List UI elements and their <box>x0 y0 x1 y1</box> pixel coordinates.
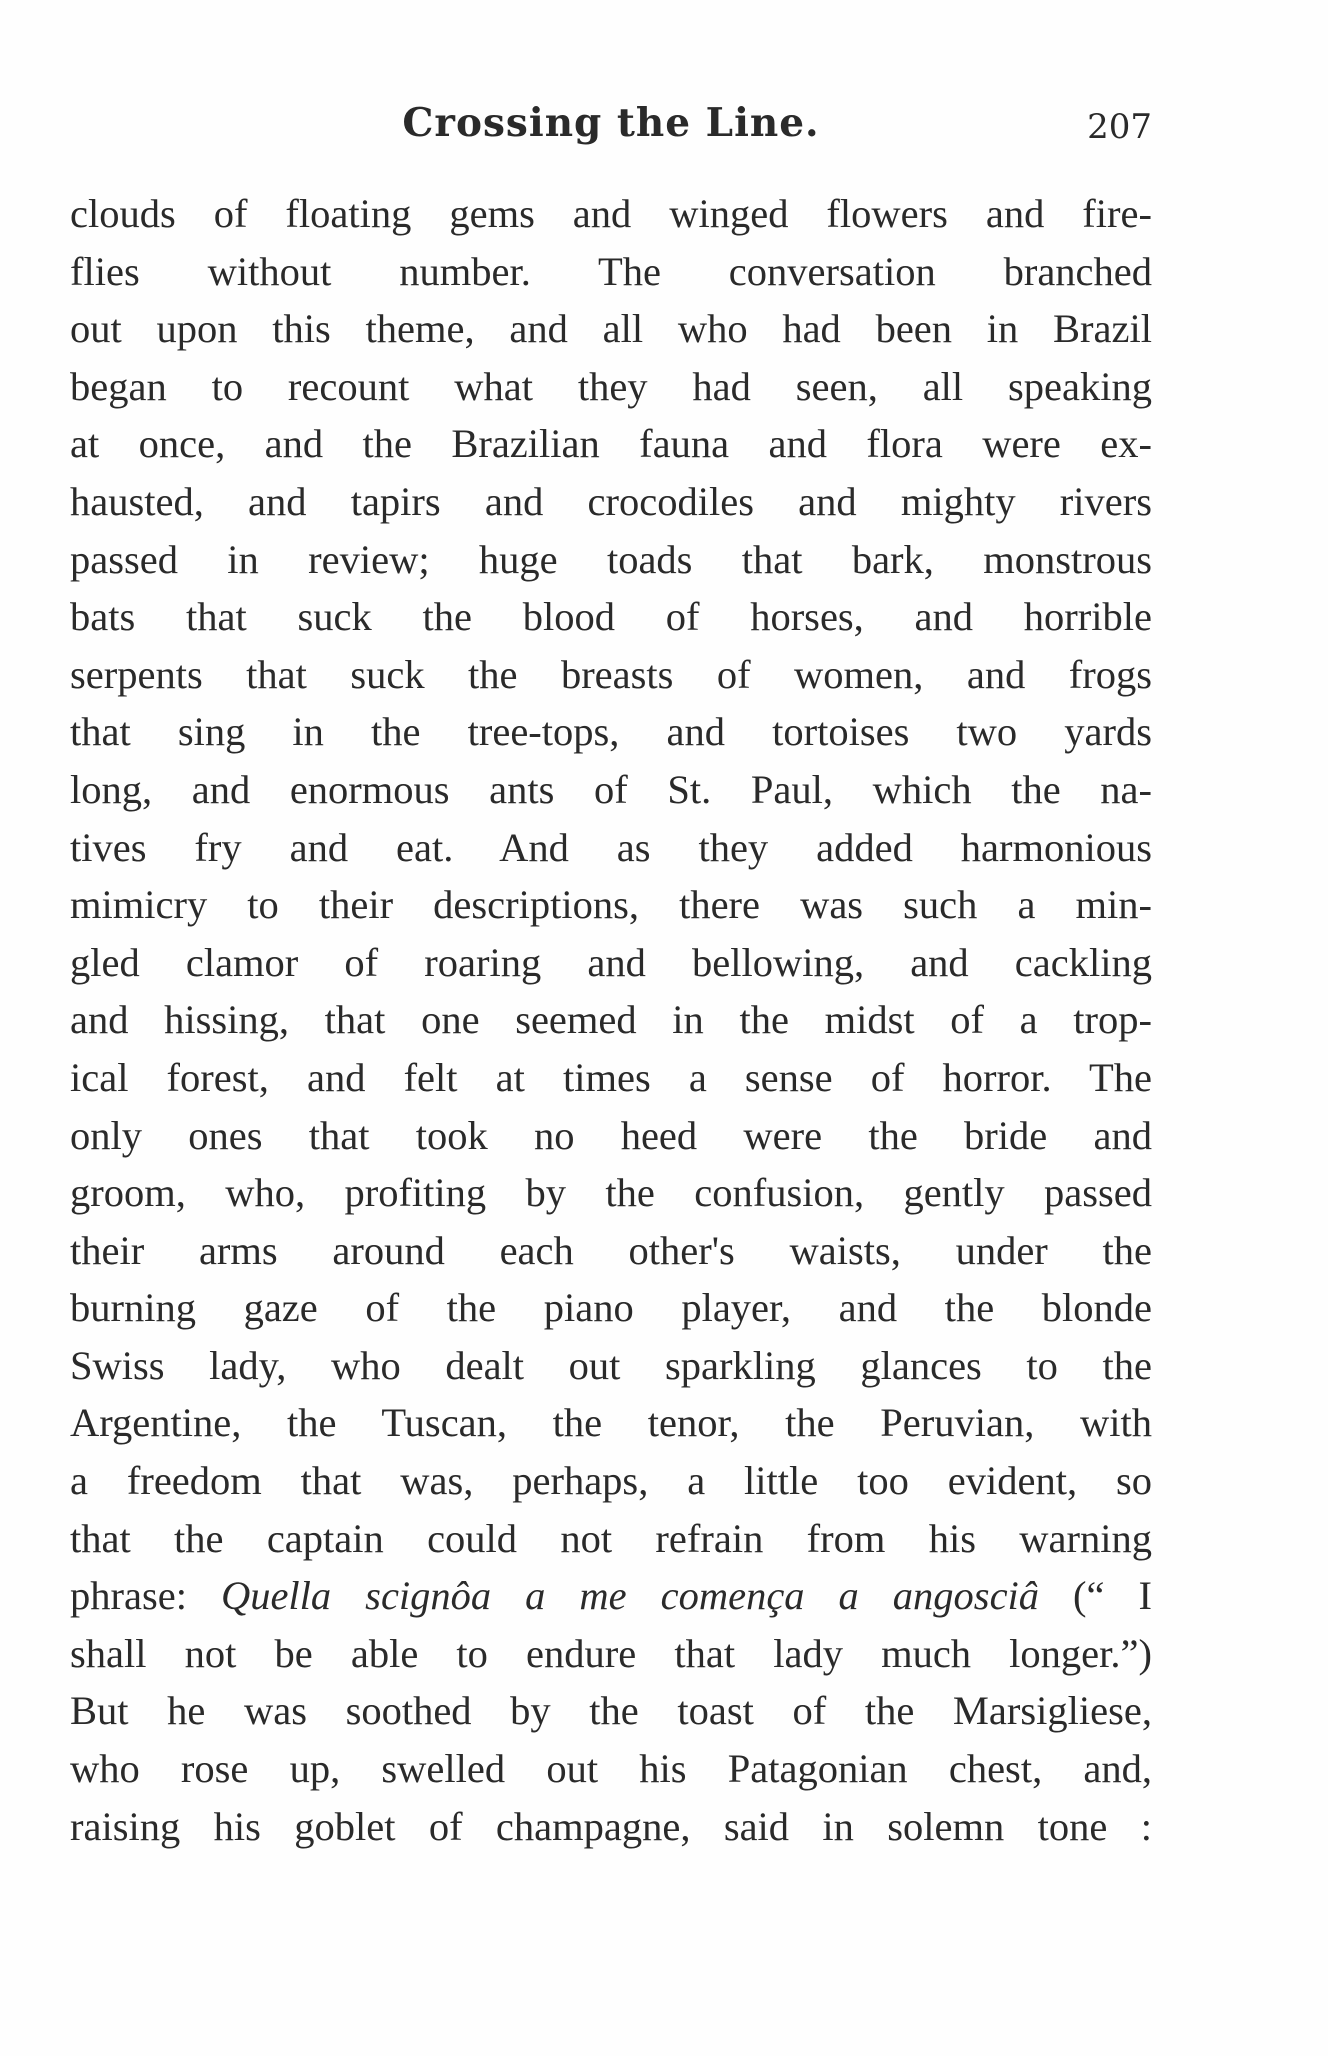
line-prefix: phrase: <box>70 1573 221 1619</box>
text-line-with-italic <box>70 1567 1152 1625</box>
text-line: Swiss lady, who dealt out sparkling glances to the <box>70 1342 1152 1388</box>
text-line: gled clamor of roaring and bellowing, and cackling <box>70 939 1152 985</box>
text-line: hausted, and tapirs and crocodiles and mighty rivers <box>70 478 1152 524</box>
text-line: who rose up, swelled out his Patagonian chest, and, <box>70 1746 1152 1792</box>
italic-quote: Quella scignôa a me comença a angosciâ <box>220 1573 1040 1619</box>
text-line: only ones that took no heed were the bride and <box>70 1112 1152 1158</box>
text-line: passed in review; huge toads that bark, monstrous <box>70 536 1152 582</box>
text-line: raising his goblet of champagne, said in solemn tone : <box>70 1803 1152 1849</box>
text-line: a freedom that was, perhaps, a little too evident, so <box>70 1458 1152 1504</box>
text-line: mimicry to their descriptions, there was such a min- <box>70 882 1152 928</box>
text-line: tives fry and eat. And as they added harmonious <box>70 824 1152 870</box>
text-line: began to recount what they had seen, all speaking <box>70 363 1152 409</box>
text-line: serpents that suck the breasts of women, and frogs <box>70 651 1152 697</box>
text-line: and hissing, that one seemed in the midst of a trop- <box>70 997 1152 1043</box>
running-title: Crossing the Line. <box>402 100 820 146</box>
text-line: that the captain could not refrain from his warning <box>70 1515 1152 1561</box>
page-number: 207 <box>1087 107 1152 147</box>
text-line: clouds of floating gems and winged flowers and fire- <box>70 191 1152 236</box>
line-suffix: (“ I <box>1039 1573 1152 1619</box>
text-line: at once, and the Brazilian fauna and flora were ex- <box>70 421 1152 467</box>
text-line: burning gaze of the piano player, and the blonde <box>70 1285 1152 1331</box>
text-line: ical forest, and felt at times a sense of horror. The <box>70 1054 1152 1100</box>
body-text <box>70 185 1152 1855</box>
text-line: Argentine, the Tuscan, the tenor, the Peruvian, with <box>70 1400 1152 1446</box>
text-line: But he was soothed by the toast of the Marsigliese, <box>70 1688 1152 1734</box>
text-line: their arms around each other's waists, under the <box>70 1227 1152 1273</box>
text-line: out upon this theme, and all who had been in Brazil <box>70 306 1152 352</box>
text-line: long, and enormous ants of St. Paul, which the na- <box>70 766 1152 812</box>
text-line: bats that suck the blood of horses, and horrible <box>70 594 1152 640</box>
text-line: groom, who, profiting by the confusion, gently passed <box>70 1170 1152 1216</box>
text-line: shall not be able to endure that lady much longer.”) <box>70 1630 1152 1676</box>
text-line: that sing in the tree-tops, and tortoises two yards <box>70 709 1152 755</box>
text-line: flies without number. The conversation branched <box>70 248 1152 294</box>
running-header <box>70 95 1152 151</box>
